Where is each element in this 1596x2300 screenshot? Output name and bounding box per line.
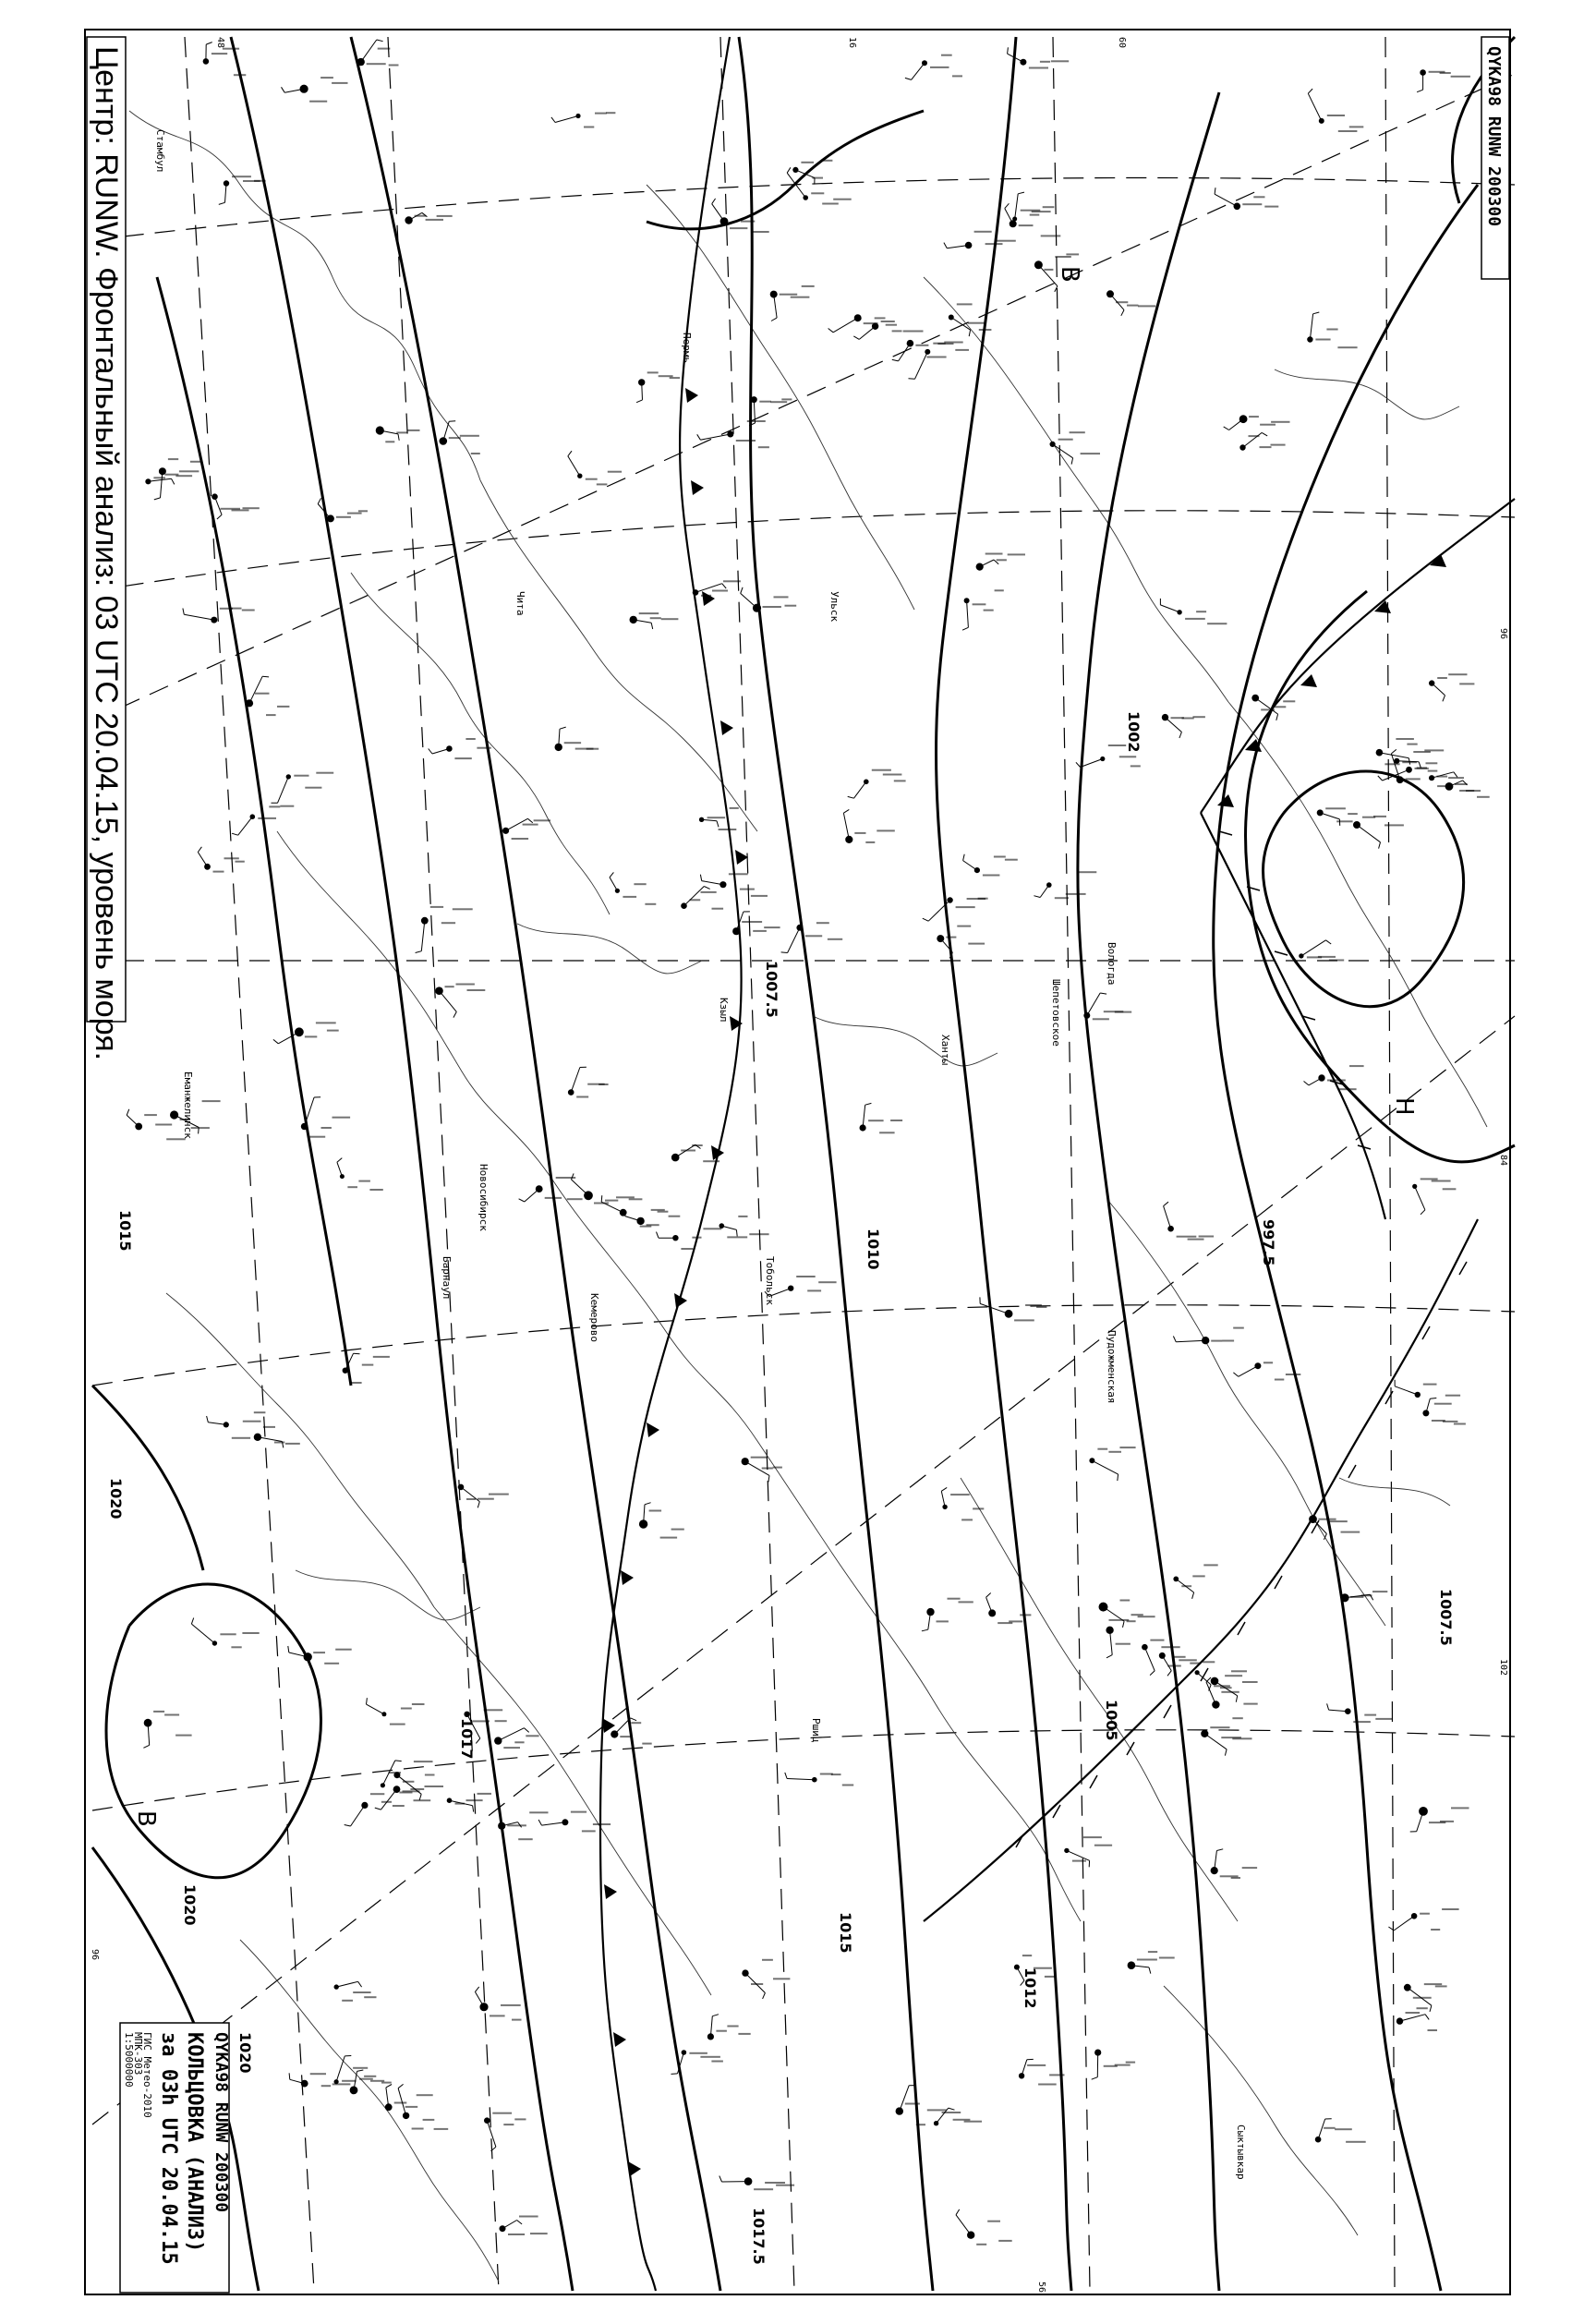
station-model — [742, 1959, 790, 1999]
station-model — [712, 199, 769, 233]
station-model — [1019, 2059, 1064, 2085]
station-name: Пермь — [681, 333, 693, 364]
station-model — [1327, 1703, 1393, 1723]
station-model — [1162, 714, 1205, 738]
station-model — [699, 807, 739, 830]
isobar-label: 1002 — [1125, 711, 1143, 753]
isobar-label: 1017.5 — [750, 2208, 768, 2265]
station-model — [843, 809, 894, 843]
station-model — [781, 922, 843, 952]
station-model — [1417, 69, 1470, 92]
station-model — [1308, 312, 1358, 348]
station-model — [568, 1067, 608, 1097]
map-title-box — [87, 37, 126, 1060]
station-model — [956, 2209, 1012, 2246]
station-model — [458, 1484, 509, 1508]
isobars — [92, 37, 1515, 2294]
station-model — [289, 2073, 350, 2087]
station-model — [288, 1646, 352, 1664]
station-model — [367, 1698, 425, 1725]
station-model — [568, 451, 622, 485]
station-model — [254, 1426, 300, 1448]
station-model — [909, 342, 970, 380]
station-model — [624, 1210, 680, 1227]
coordinate-grid — [92, 37, 1515, 2294]
station-model — [1050, 431, 1100, 464]
station-name: Стамбул — [154, 129, 166, 173]
svg-text:96: 96 — [1498, 628, 1508, 640]
station-model — [719, 1216, 769, 1239]
station-model — [941, 1487, 984, 1520]
station-model — [282, 77, 348, 103]
station-model — [1445, 781, 1490, 798]
weather-fronts — [600, 37, 1515, 2294]
station-model — [143, 1711, 191, 1748]
legend-software: ГИС Метео-2010 — [141, 2032, 153, 2118]
station-name: Кемерово — [588, 1293, 600, 1342]
station-model — [1099, 1600, 1143, 1628]
station-model — [146, 474, 192, 485]
station-name: Шепетовское — [1050, 979, 1062, 1047]
station-model — [1034, 871, 1096, 899]
station-model — [212, 494, 260, 519]
station-model — [273, 1022, 339, 1043]
station-model — [770, 285, 815, 321]
station-model — [719, 2176, 794, 2191]
station-model — [1239, 432, 1285, 450]
isobar-label: 1020 — [236, 2032, 254, 2074]
station-model — [1396, 2007, 1437, 2031]
station-model — [828, 314, 897, 333]
station-model — [272, 772, 334, 804]
station-model — [976, 553, 1025, 571]
station-model — [785, 1773, 853, 1786]
station-model — [905, 54, 962, 80]
header-code-box — [1481, 37, 1509, 279]
svg-text:96: 96 — [90, 1949, 100, 1961]
station-model — [1195, 1661, 1243, 1690]
high-center-mark: В — [132, 1810, 160, 1827]
svg-text:48: 48 — [215, 37, 225, 49]
legend-box — [120, 2023, 231, 2293]
station-name: Тобольск — [764, 1256, 776, 1305]
station-model — [1092, 2050, 1135, 2080]
legend-device: МПК-303 — [132, 2032, 144, 2076]
station-model — [246, 676, 290, 716]
station-name: Еманжелинск — [182, 1071, 194, 1139]
station-model — [551, 112, 616, 127]
svg-text:16: 16 — [847, 37, 857, 49]
station-model — [1211, 1849, 1258, 1879]
station-model — [682, 887, 723, 910]
station-model — [741, 587, 797, 612]
station-model — [334, 1981, 377, 2002]
station-model — [1233, 1362, 1300, 1380]
station-model — [1354, 816, 1404, 849]
station-model — [429, 738, 491, 759]
station-model — [475, 1987, 521, 2021]
station-model — [1128, 1951, 1175, 1974]
station-model — [963, 854, 1018, 877]
station-model — [1106, 290, 1155, 316]
legend-title: КОЛЬЦОВКА (АНАЛИЗ) — [183, 2032, 206, 2253]
station-model — [1308, 89, 1363, 132]
station-model — [381, 1761, 424, 1794]
station-model — [848, 769, 906, 799]
station-model — [498, 1811, 548, 1840]
station-model — [1224, 415, 1290, 430]
isobar-label: 1015 — [116, 1210, 134, 1252]
high-center-mark: В — [1056, 266, 1083, 283]
station-model — [1388, 1908, 1458, 1931]
station-model — [1299, 940, 1344, 962]
isobar-label: 1015 — [837, 1912, 854, 1954]
legend-scale: 1:5000000 — [123, 2032, 135, 2088]
station-name: Пудожменская — [1106, 1330, 1118, 1404]
station-model — [707, 2015, 751, 2040]
station-model — [657, 1228, 722, 1250]
isobar-labels — [107, 711, 1455, 2265]
station-model — [1164, 1202, 1215, 1240]
station-model — [1310, 1516, 1360, 1540]
station-model — [630, 612, 678, 629]
isobar-label: 1005 — [1103, 1700, 1120, 1741]
station-model — [1106, 1616, 1155, 1658]
station-model — [1173, 1564, 1217, 1598]
low-center-mark: Н — [1390, 1097, 1418, 1116]
station-model — [962, 589, 1004, 630]
svg-text:56: 56 — [1036, 2282, 1046, 2294]
svg-text:102: 102 — [1498, 1659, 1508, 1677]
station-model — [1430, 673, 1475, 701]
isobar-label: 1020 — [107, 1478, 125, 1519]
legend-time: за 03h UTC 20.04.15 — [157, 2032, 180, 2265]
station-model — [500, 2216, 548, 2236]
isobar-label: 1007.5 — [1437, 1589, 1455, 1646]
station-name: Чита — [514, 591, 526, 616]
station-model — [937, 926, 985, 959]
station-name: Вологда — [1106, 942, 1118, 986]
station-model — [1084, 993, 1131, 1020]
station-model — [171, 1100, 221, 1133]
station-model — [376, 427, 419, 442]
legend-code: QYKA98 RUNW 200300 — [212, 2032, 231, 2213]
station-model — [503, 818, 551, 840]
station-model — [732, 912, 780, 935]
station-model — [191, 1618, 259, 1649]
isobar-label: 997.5 — [1260, 1219, 1277, 1266]
station-model — [198, 847, 244, 873]
station-name: Новосибирск — [478, 1164, 490, 1231]
svg-text:84: 84 — [1498, 1155, 1508, 1167]
station-model — [494, 1728, 539, 1749]
isobar-label: 1012 — [1022, 1967, 1039, 2009]
station-model — [219, 176, 266, 204]
station-model — [357, 40, 399, 67]
station-name: Барнаул — [441, 1256, 453, 1300]
station-model — [1251, 695, 1295, 720]
station-model — [337, 1158, 383, 1191]
station-model — [787, 167, 852, 204]
station-model — [1089, 1447, 1135, 1481]
station-model — [154, 458, 203, 500]
isobar-label: 1007.5 — [763, 961, 780, 1018]
station-model — [375, 1786, 443, 1810]
station-model — [440, 421, 480, 454]
station-model — [860, 1103, 902, 1133]
station-model — [1422, 1398, 1466, 1425]
station-model — [922, 1598, 973, 1631]
station-model — [1012, 192, 1054, 221]
station-model — [1008, 47, 1070, 68]
station-model — [610, 872, 656, 904]
station-model — [1410, 1807, 1469, 1832]
station-model — [1341, 1591, 1387, 1602]
station-model — [1064, 1836, 1112, 1867]
header-code: QYKA98 RUNW 200300 — [1484, 46, 1504, 227]
station-model — [385, 2085, 433, 2112]
station-model — [1317, 807, 1358, 826]
isobar-label: 1017 — [458, 1718, 476, 1760]
station-model — [1315, 2119, 1366, 2143]
station-model — [636, 371, 680, 402]
station-name: Сыктывкар — [1235, 2124, 1247, 2180]
station-model — [1173, 1327, 1243, 1345]
station-model — [393, 1761, 434, 1800]
station-model — [1160, 599, 1227, 624]
station-model — [555, 727, 599, 751]
station-model — [944, 231, 1016, 248]
station-model — [923, 898, 988, 922]
isobar-label: 1020 — [181, 1884, 199, 1926]
station-model — [1395, 1380, 1460, 1405]
station-model — [1412, 1178, 1456, 1214]
station-name: Кзыл — [718, 998, 730, 1023]
station-name: Ханты — [939, 1035, 951, 1066]
station-model — [435, 984, 485, 1018]
station-name: Ршиц — [810, 1718, 822, 1743]
map-title: Центр: RUNW. Фронтальный анализ: 03 UTC 20.04.15, уровень моря. — [89, 46, 124, 1061]
station-models — [127, 40, 1490, 2246]
station-model — [447, 1793, 491, 1812]
station-model — [345, 1793, 405, 1826]
map-frame — [85, 30, 1510, 2294]
station-model — [416, 906, 473, 953]
station-model — [1201, 1726, 1251, 1755]
isobar-label: 1010 — [864, 1229, 882, 1270]
station-model — [639, 1503, 683, 1539]
station-model — [693, 580, 741, 597]
svg-text:60: 60 — [1117, 37, 1127, 49]
station-model — [405, 212, 452, 224]
station-model — [1394, 749, 1444, 768]
station-name: Ульск — [828, 591, 840, 623]
